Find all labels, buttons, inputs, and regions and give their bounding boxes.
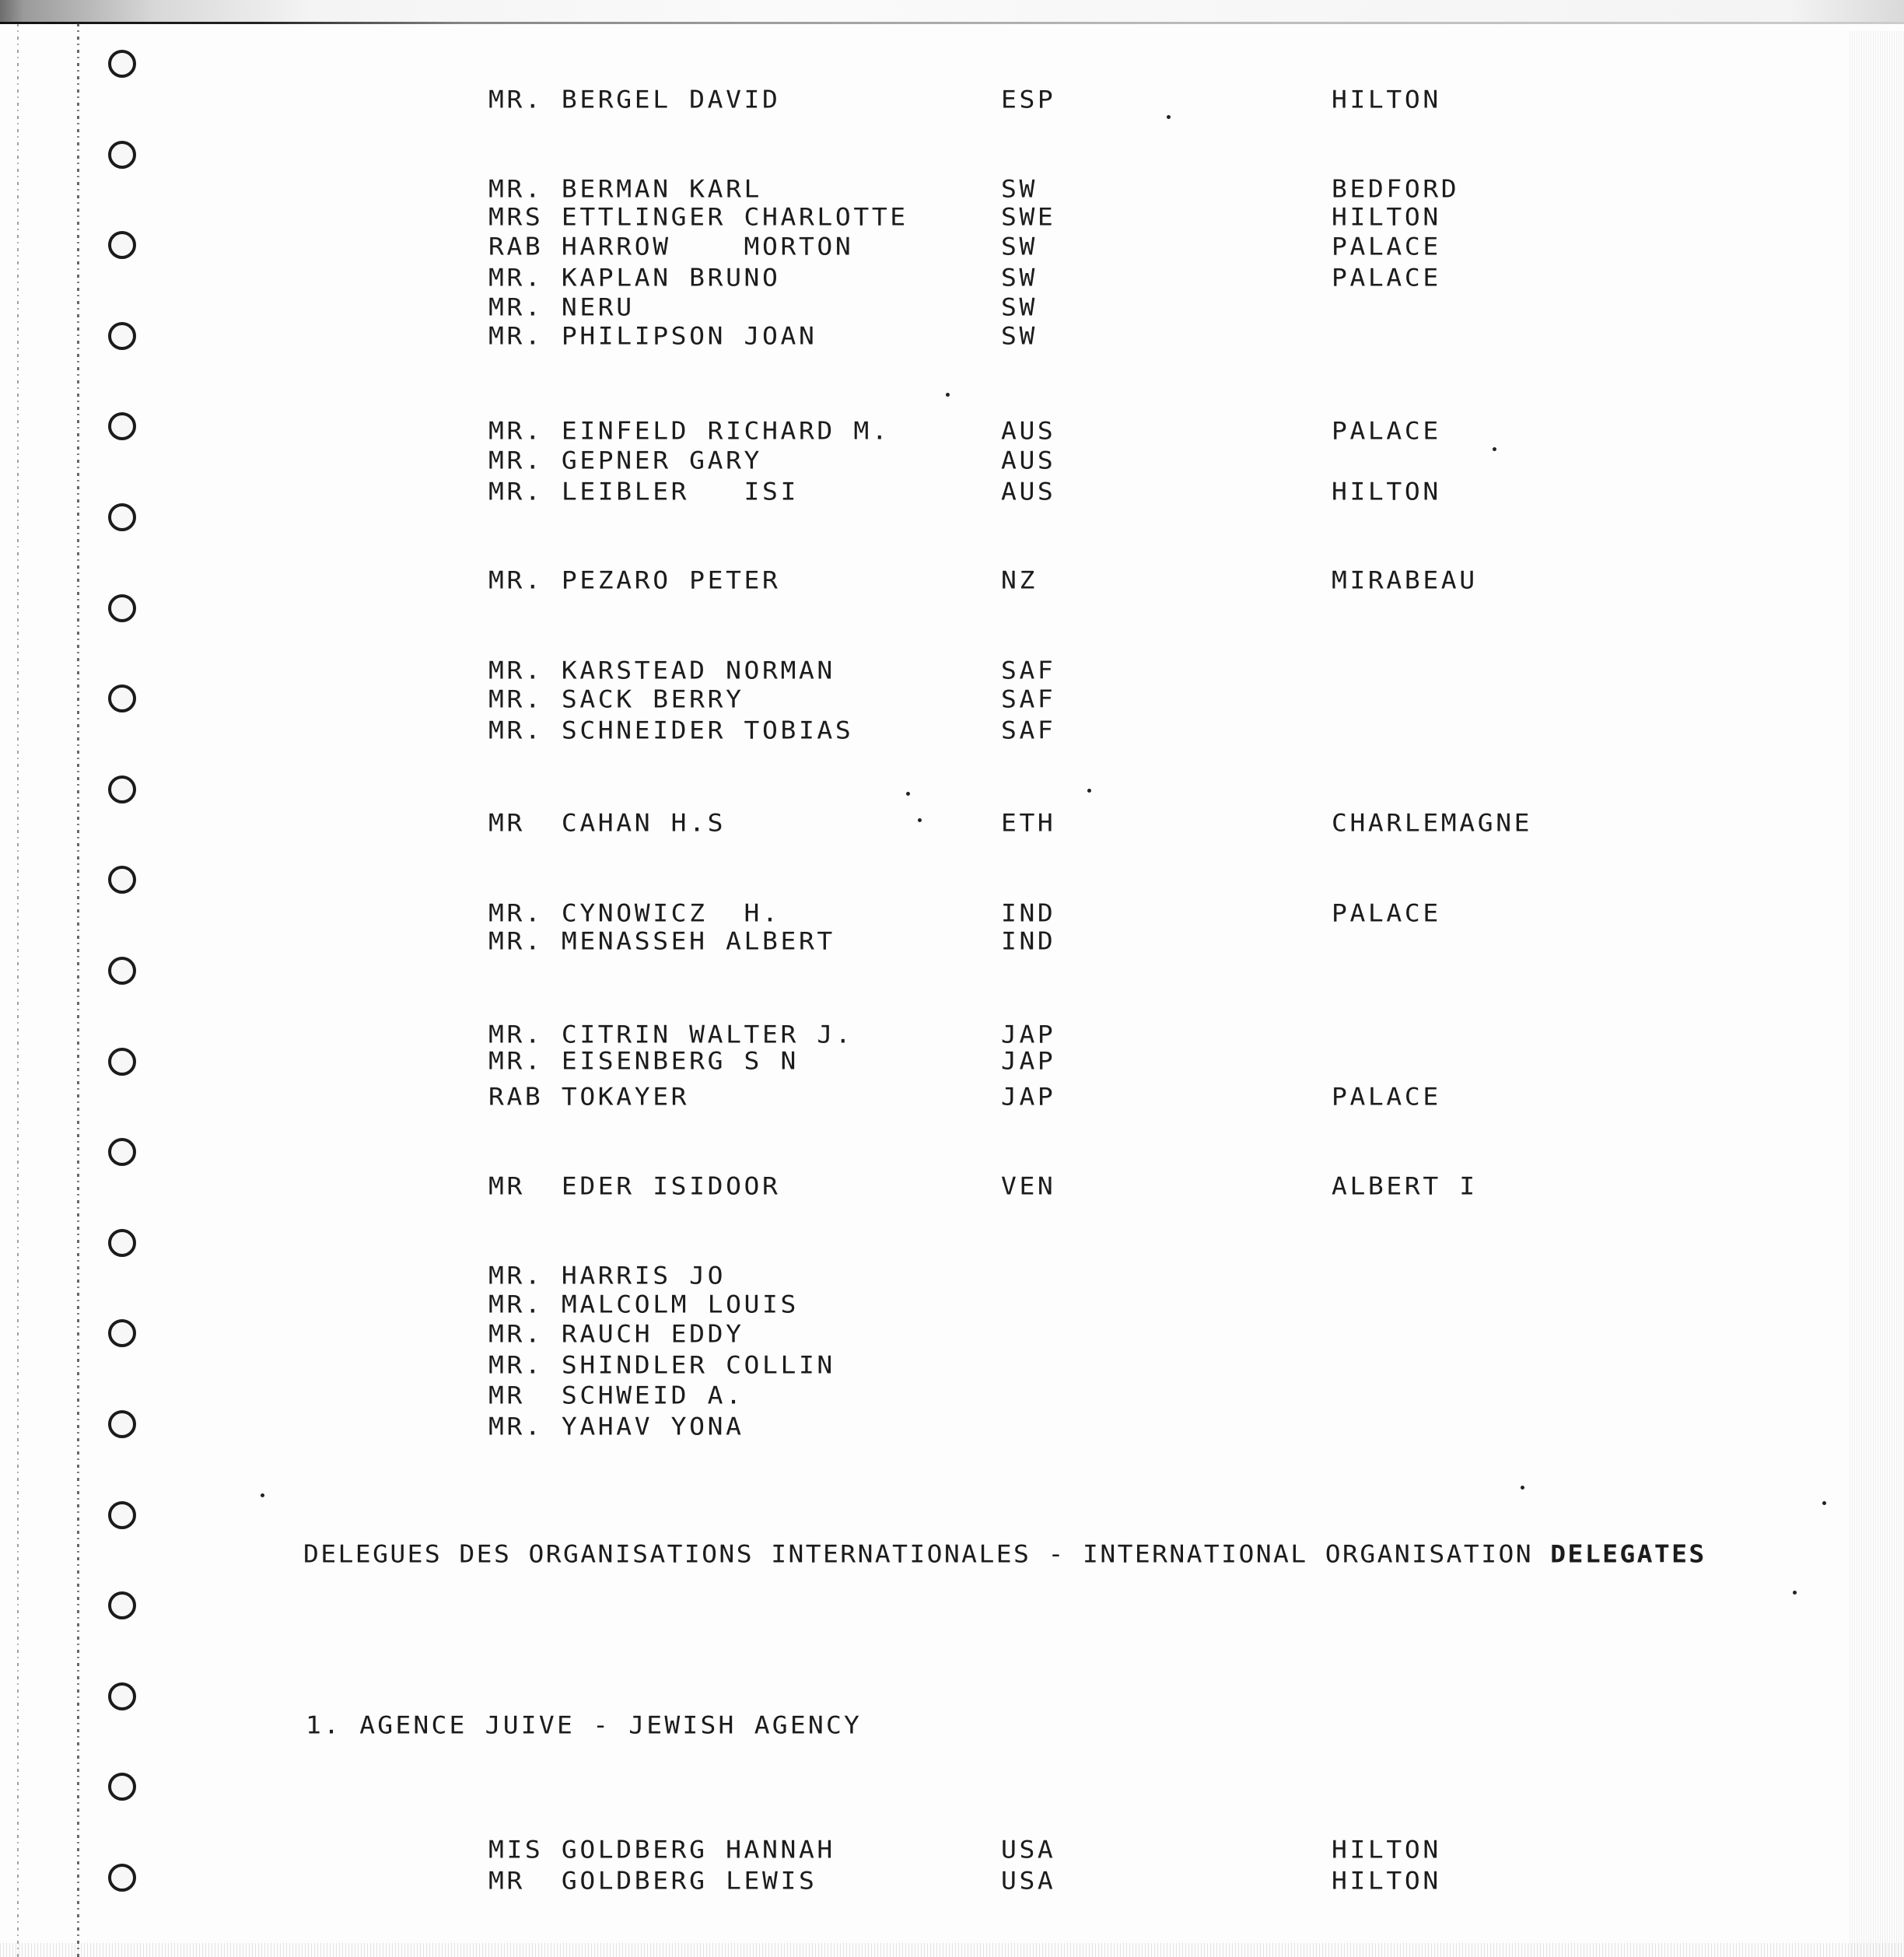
punch-hole-icon xyxy=(108,1410,136,1438)
punch-hole-icon xyxy=(108,1229,136,1257)
section-heading xyxy=(303,1541,1706,1567)
delegate-country: IND xyxy=(1001,898,1056,928)
punch-hole-icon xyxy=(108,1591,136,1619)
delegate-country: JAP xyxy=(1001,1020,1056,1049)
delegate-name: MR. HARRIS JO xyxy=(488,1261,726,1290)
agency-delegate-country: USA xyxy=(1001,1866,1056,1896)
delegate-name: MR. PHILIPSON JOAN xyxy=(488,321,817,351)
delegate-country: SAF xyxy=(1001,716,1056,745)
delegate-country: VEN xyxy=(1001,1171,1056,1201)
punch-hole-icon xyxy=(108,594,136,622)
perforation-line-outer xyxy=(17,23,19,1957)
scan-speck xyxy=(1793,1591,1797,1595)
delegate-name: MR. BERMAN KARL xyxy=(488,174,763,204)
delegate-hotel: PALACE xyxy=(1332,416,1441,446)
delegate-name: MR. PEZARO PETER xyxy=(488,565,781,595)
agency-delegate-name: MIS GOLDBERG HANNAH xyxy=(488,1835,835,1864)
delegate-name: MR. KARSTEAD NORMAN xyxy=(488,656,835,685)
delegate-name: MR. EINFELD RICHARD M. xyxy=(488,416,891,446)
punch-hole-icon xyxy=(108,684,136,712)
scan-speck xyxy=(1822,1501,1826,1505)
scan-speck xyxy=(918,818,922,822)
scan-speck xyxy=(1521,1486,1524,1490)
delegate-name: MR. RAUCH EDDY xyxy=(488,1319,744,1349)
delegate-name: MR. CYNOWICZ H. xyxy=(488,898,781,928)
punch-hole-icon xyxy=(108,141,136,169)
delegate-country: AUS xyxy=(1001,477,1056,506)
punch-hole-icon xyxy=(108,412,136,440)
delegate-name: MR. SHINDLER COLLIN xyxy=(488,1350,835,1380)
punch-hole-icon xyxy=(108,775,136,803)
perforation-line-inner xyxy=(77,23,79,1957)
punch-hole-icon xyxy=(108,1048,136,1076)
scan-speck xyxy=(946,393,950,397)
delegate-name: MR. KAPLAN BRUNO xyxy=(488,263,781,292)
delegate-country: SW xyxy=(1001,292,1038,322)
delegate-country: SAF xyxy=(1001,684,1056,714)
punch-hole-icon xyxy=(108,866,136,894)
section-heading-main: DELEGUES DES ORGANISATIONS INTERNATIONALES - INTERNATIONAL ORGANISATION xyxy=(303,1539,1551,1569)
delegate-name: MR. SCHNEIDER TOBIAS xyxy=(488,716,854,745)
scan-speck xyxy=(1493,447,1496,451)
delegate-hotel: PALACE xyxy=(1332,898,1441,928)
delegate-name: MR. SACK BERRY xyxy=(488,684,744,714)
delegate-name: MR CAHAN H.S xyxy=(488,808,726,838)
section-heading-emphasis: DELEGATES xyxy=(1550,1539,1706,1569)
delegate-name: RAB HARROW MORTON xyxy=(488,232,854,261)
delegate-country: AUS xyxy=(1001,416,1056,446)
delegate-hotel: ALBERT I xyxy=(1332,1171,1478,1201)
punch-hole-icon xyxy=(108,1682,136,1710)
scan-top-rule xyxy=(0,22,1904,24)
delegate-country: SW xyxy=(1001,232,1038,261)
scan-top-edge xyxy=(0,0,1904,22)
scan-right-edge-noise xyxy=(1850,31,1904,1957)
delegate-name: MR. LEIBLER ISI xyxy=(488,477,799,506)
punch-hole-icon xyxy=(108,231,136,259)
delegate-name: MR. CITRIN WALTER J. xyxy=(488,1020,854,1049)
delegate-country: JAP xyxy=(1001,1082,1056,1112)
delegate-hotel: HILTON xyxy=(1332,477,1441,506)
scan-speck xyxy=(1167,115,1171,119)
delegate-name: MR. MALCOLM LOUIS xyxy=(488,1290,799,1319)
punch-hole-icon xyxy=(108,503,136,531)
scan-speck xyxy=(906,792,910,796)
delegate-country: SW xyxy=(1001,321,1038,351)
delegate-country: AUS xyxy=(1001,446,1056,475)
subsection-title: 1. AGENCE JUIVE - JEWISH AGENCY xyxy=(306,1710,863,1740)
agency-delegate-hotel: HILTON xyxy=(1332,1835,1441,1864)
delegate-country: SW xyxy=(1001,174,1038,204)
delegate-country: JAP xyxy=(1001,1046,1056,1076)
delegate-name: MR. GEPNER GARY xyxy=(488,446,763,475)
delegate-name: MR. NERU xyxy=(488,292,635,322)
scan-speck xyxy=(261,1493,264,1497)
delegate-name: MR. BERGEL DAVID xyxy=(488,85,781,114)
delegate-name: MRS ETTLINGER CHARLOTTE xyxy=(488,202,908,232)
delegate-country: SW xyxy=(1001,263,1038,292)
delegate-country: NZ xyxy=(1001,565,1038,595)
delegate-hotel: PALACE xyxy=(1332,1082,1441,1112)
delegate-name: MR. EISENBERG S N xyxy=(488,1046,799,1076)
agency-delegate-hotel: HILTON xyxy=(1332,1866,1441,1896)
delegate-country: SWE xyxy=(1001,202,1056,232)
punch-hole-icon xyxy=(108,1319,136,1347)
punch-hole-icon xyxy=(108,50,136,78)
delegate-name: RAB TOKAYER xyxy=(488,1082,690,1112)
delegate-hotel: CHARLEMAGNE xyxy=(1332,808,1533,838)
delegate-country: ESP xyxy=(1001,85,1056,114)
delegate-hotel: MIRABEAU xyxy=(1332,565,1478,595)
scan-speck xyxy=(1087,789,1091,793)
delegate-country: IND xyxy=(1001,926,1056,956)
delegate-hotel: BEDFORD xyxy=(1332,174,1460,204)
punch-hole-icon xyxy=(108,1138,136,1166)
delegate-hotel: PALACE xyxy=(1332,263,1441,292)
delegate-hotel: HILTON xyxy=(1332,85,1441,114)
punch-hole-icon xyxy=(108,322,136,350)
agency-delegate-name: MR GOLDBERG LEWIS xyxy=(488,1866,817,1896)
punch-hole-icon xyxy=(108,1864,136,1892)
delegate-name: MR. YAHAV YONA xyxy=(488,1412,744,1441)
delegate-hotel: HILTON xyxy=(1332,202,1441,232)
delegate-country: ETH xyxy=(1001,808,1056,838)
delegate-hotel: PALACE xyxy=(1332,232,1441,261)
delegate-name: MR. MENASSEH ALBERT xyxy=(488,926,835,956)
delegate-country: SAF xyxy=(1001,656,1056,685)
scan-bottom-edge-noise xyxy=(0,1943,1904,1957)
delegate-name: MR EDER ISIDOOR xyxy=(488,1171,781,1201)
punch-hole-icon xyxy=(108,1773,136,1801)
agency-delegate-country: USA xyxy=(1001,1835,1056,1864)
punch-hole-icon xyxy=(108,1501,136,1529)
punch-hole-icon xyxy=(108,957,136,985)
delegate-name: MR SCHWEID A. xyxy=(488,1381,744,1410)
